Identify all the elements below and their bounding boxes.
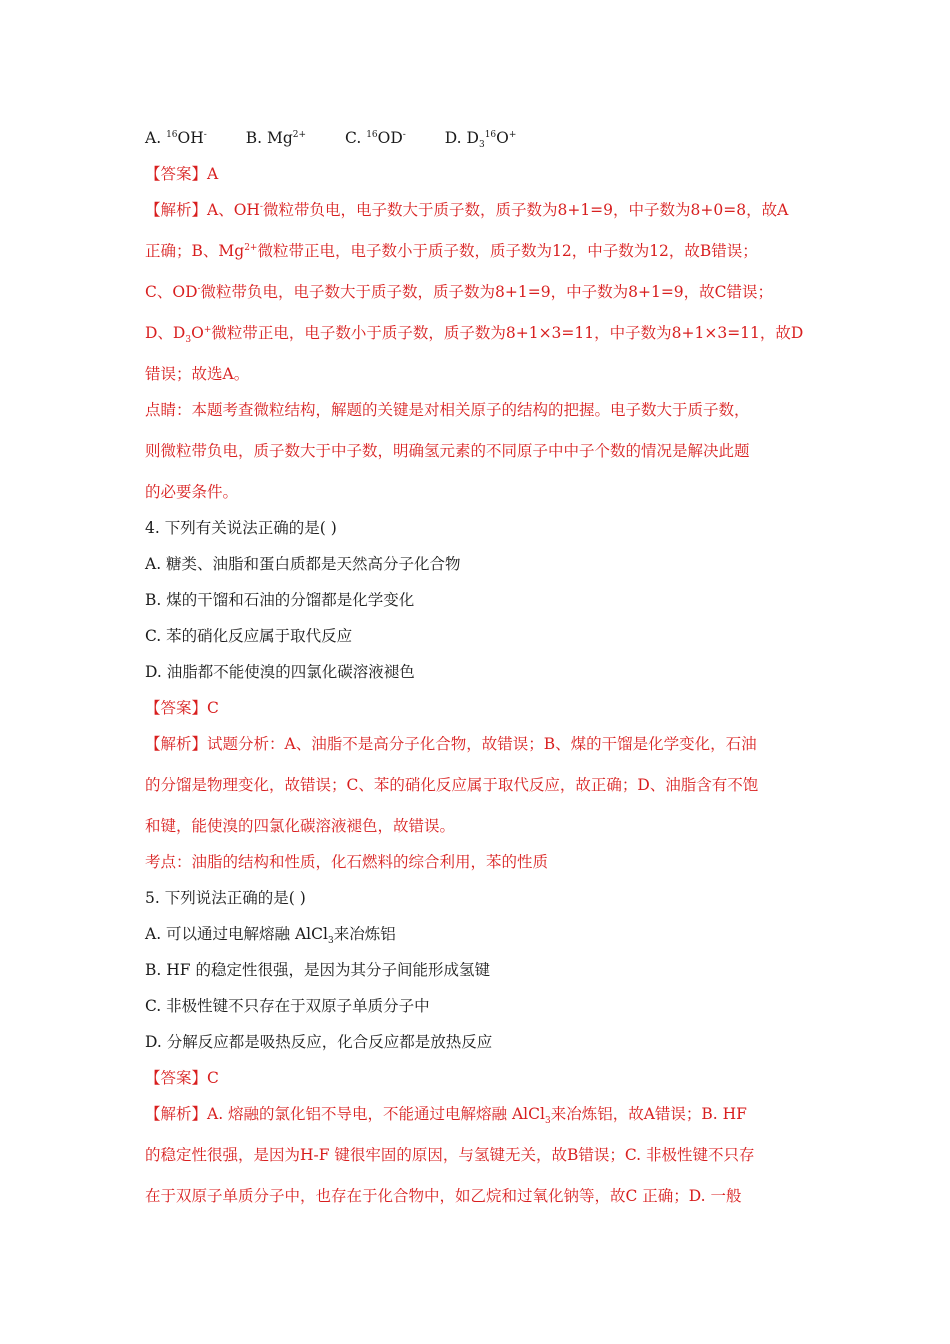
mass-number: 16 xyxy=(366,129,378,140)
analysis-text: 正确；B、Mg xyxy=(145,242,245,260)
q3-option-b xyxy=(246,128,306,148)
charge: - xyxy=(197,283,201,294)
option-text: 来冶炼铝 xyxy=(333,925,396,943)
q3-note-line: 点睛：本题考查微粒结构，解题的关键是对相关原子的结构的把握。电子数大于质子数， xyxy=(145,401,750,419)
charge: + xyxy=(203,324,212,335)
q4-option-c: C. 苯的硝化反应属于取代反应 xyxy=(145,627,353,645)
subscript: 3 xyxy=(327,936,334,947)
q4-answer: 【答案】C xyxy=(145,699,219,717)
subscript: 3 xyxy=(478,140,485,151)
charge: 2+ xyxy=(292,129,307,140)
subscript: 3 xyxy=(185,335,192,346)
q5-option-d: D. 分解反应都是吸热反应，化合反应都是放热反应 xyxy=(145,1033,493,1051)
q4-analysis-line: 的分馏是物理变化，故错误；C、苯的硝化反应属于取代反应，故正确；D、油脂含有不饱 xyxy=(145,776,759,794)
formula: Mg xyxy=(267,129,293,147)
option-text: A. 可以通过电解熔融 AlCl xyxy=(145,925,328,943)
q3-analysis-line xyxy=(145,282,773,302)
q3-analysis-line xyxy=(145,200,788,220)
q3-note-line: 的必要条件。 xyxy=(145,483,239,501)
formula: OD xyxy=(377,129,403,147)
charge: + xyxy=(508,129,517,140)
formula: O xyxy=(496,129,509,147)
q3-option-a xyxy=(145,128,207,148)
analysis-text: 【解析】A. 熔融的氯化铝不导电，不能通过电解熔融 AlCl xyxy=(145,1105,545,1123)
q3-options-row xyxy=(145,128,550,151)
charge: - xyxy=(203,129,207,140)
q5-answer: 【答案】C xyxy=(145,1069,219,1087)
analysis-text: 微粒带正电，电子数小于质子数，质子数为8+1×3=11，中子数为8+1×3=11，故D xyxy=(211,324,804,342)
q5-stem: 5. 下列说法正确的是( ) xyxy=(145,889,306,907)
q3-analysis-line: 错误；故选A。 xyxy=(145,365,250,383)
analysis-text: O xyxy=(191,324,204,342)
q4-analysis-line: 【解析】试题分析：A、油脂不是高分子化合物，故错误；B、煤的干馏是化学变化，石油 xyxy=(145,735,757,753)
option-label: A. xyxy=(145,129,162,147)
option-label: D. xyxy=(444,129,462,147)
q5-option-a xyxy=(145,924,396,947)
option-label: C. xyxy=(345,129,362,147)
mass-number: 16 xyxy=(166,129,178,140)
q5-analysis-line xyxy=(145,1104,747,1127)
analysis-text: 来冶炼铝，故A错误；B. HF xyxy=(550,1105,747,1123)
charge: - xyxy=(259,201,263,212)
charge: 2+ xyxy=(244,242,258,253)
analysis-text: C、OD xyxy=(145,283,198,301)
q4-option-a: A. 糖类、油脂和蛋白质都是天然高分子化合物 xyxy=(145,555,461,573)
formula: D xyxy=(466,129,479,147)
q4-analysis-line: 和键，能使溴的四氯化碳溶液褪色，故错误。 xyxy=(145,817,456,835)
q3-option-c xyxy=(345,128,406,148)
subscript: 3 xyxy=(544,1116,551,1127)
q4-option-b: B. 煤的干馏和石油的分馏都是化学变化 xyxy=(145,591,415,609)
q5-analysis-line: 的稳定性很强，是因为H-F 键很牢固的原因，与氢键无关，故B错误；C. 非极性键不只存 xyxy=(145,1146,755,1164)
q5-analysis-line: 在于双原子单质分子中，也存在于化合物中，如乙烷和过氧化钠等，故C 正确；D. 一般 xyxy=(145,1187,742,1205)
q3-option-d xyxy=(444,128,517,151)
analysis-text: 微粒带负电，电子数大于质子数，质子数为8+1=9，中子数为8+0=8，故A xyxy=(262,201,789,219)
q5-option-b: B. HF 的稳定性很强，是因为其分子间能形成氢键 xyxy=(145,961,490,979)
charge: - xyxy=(402,129,406,140)
q5-option-c: C. 非极性键不只存在于双原子单质分子中 xyxy=(145,997,430,1015)
q3-analysis-line xyxy=(145,241,758,261)
q3-analysis-line xyxy=(145,323,804,346)
mass-number: 16 xyxy=(484,129,497,140)
analysis-text: 【解析】A、OH xyxy=(145,201,260,219)
analysis-text: 微粒带负电，电子数大于质子数，质子数为8+1=9，中子数为8+1=9，故C错误； xyxy=(200,283,774,301)
option-label: B. xyxy=(245,129,263,147)
q4-option-d: D. 油脂都不能使溴的四氯化碳溶液褪色 xyxy=(145,663,415,681)
analysis-text: 微粒带正电，电子数小于质子数，质子数为12，中子数为12，故B错误； xyxy=(257,242,758,260)
q3-note-line: 则微粒带负电，质子数大于中子数，明确氢元素的不同原子中中子个数的情况是解决此题 xyxy=(145,442,750,460)
q3-answer: 【答案】A xyxy=(145,165,219,183)
analysis-text: D、D xyxy=(145,324,186,342)
formula: OH xyxy=(177,129,204,147)
q4-stem: 4. 下列有关说法正确的是( ) xyxy=(145,519,337,537)
q4-kaodian: 考点：油脂的结构和性质，化石燃料的综合利用，苯的性质 xyxy=(145,853,549,871)
